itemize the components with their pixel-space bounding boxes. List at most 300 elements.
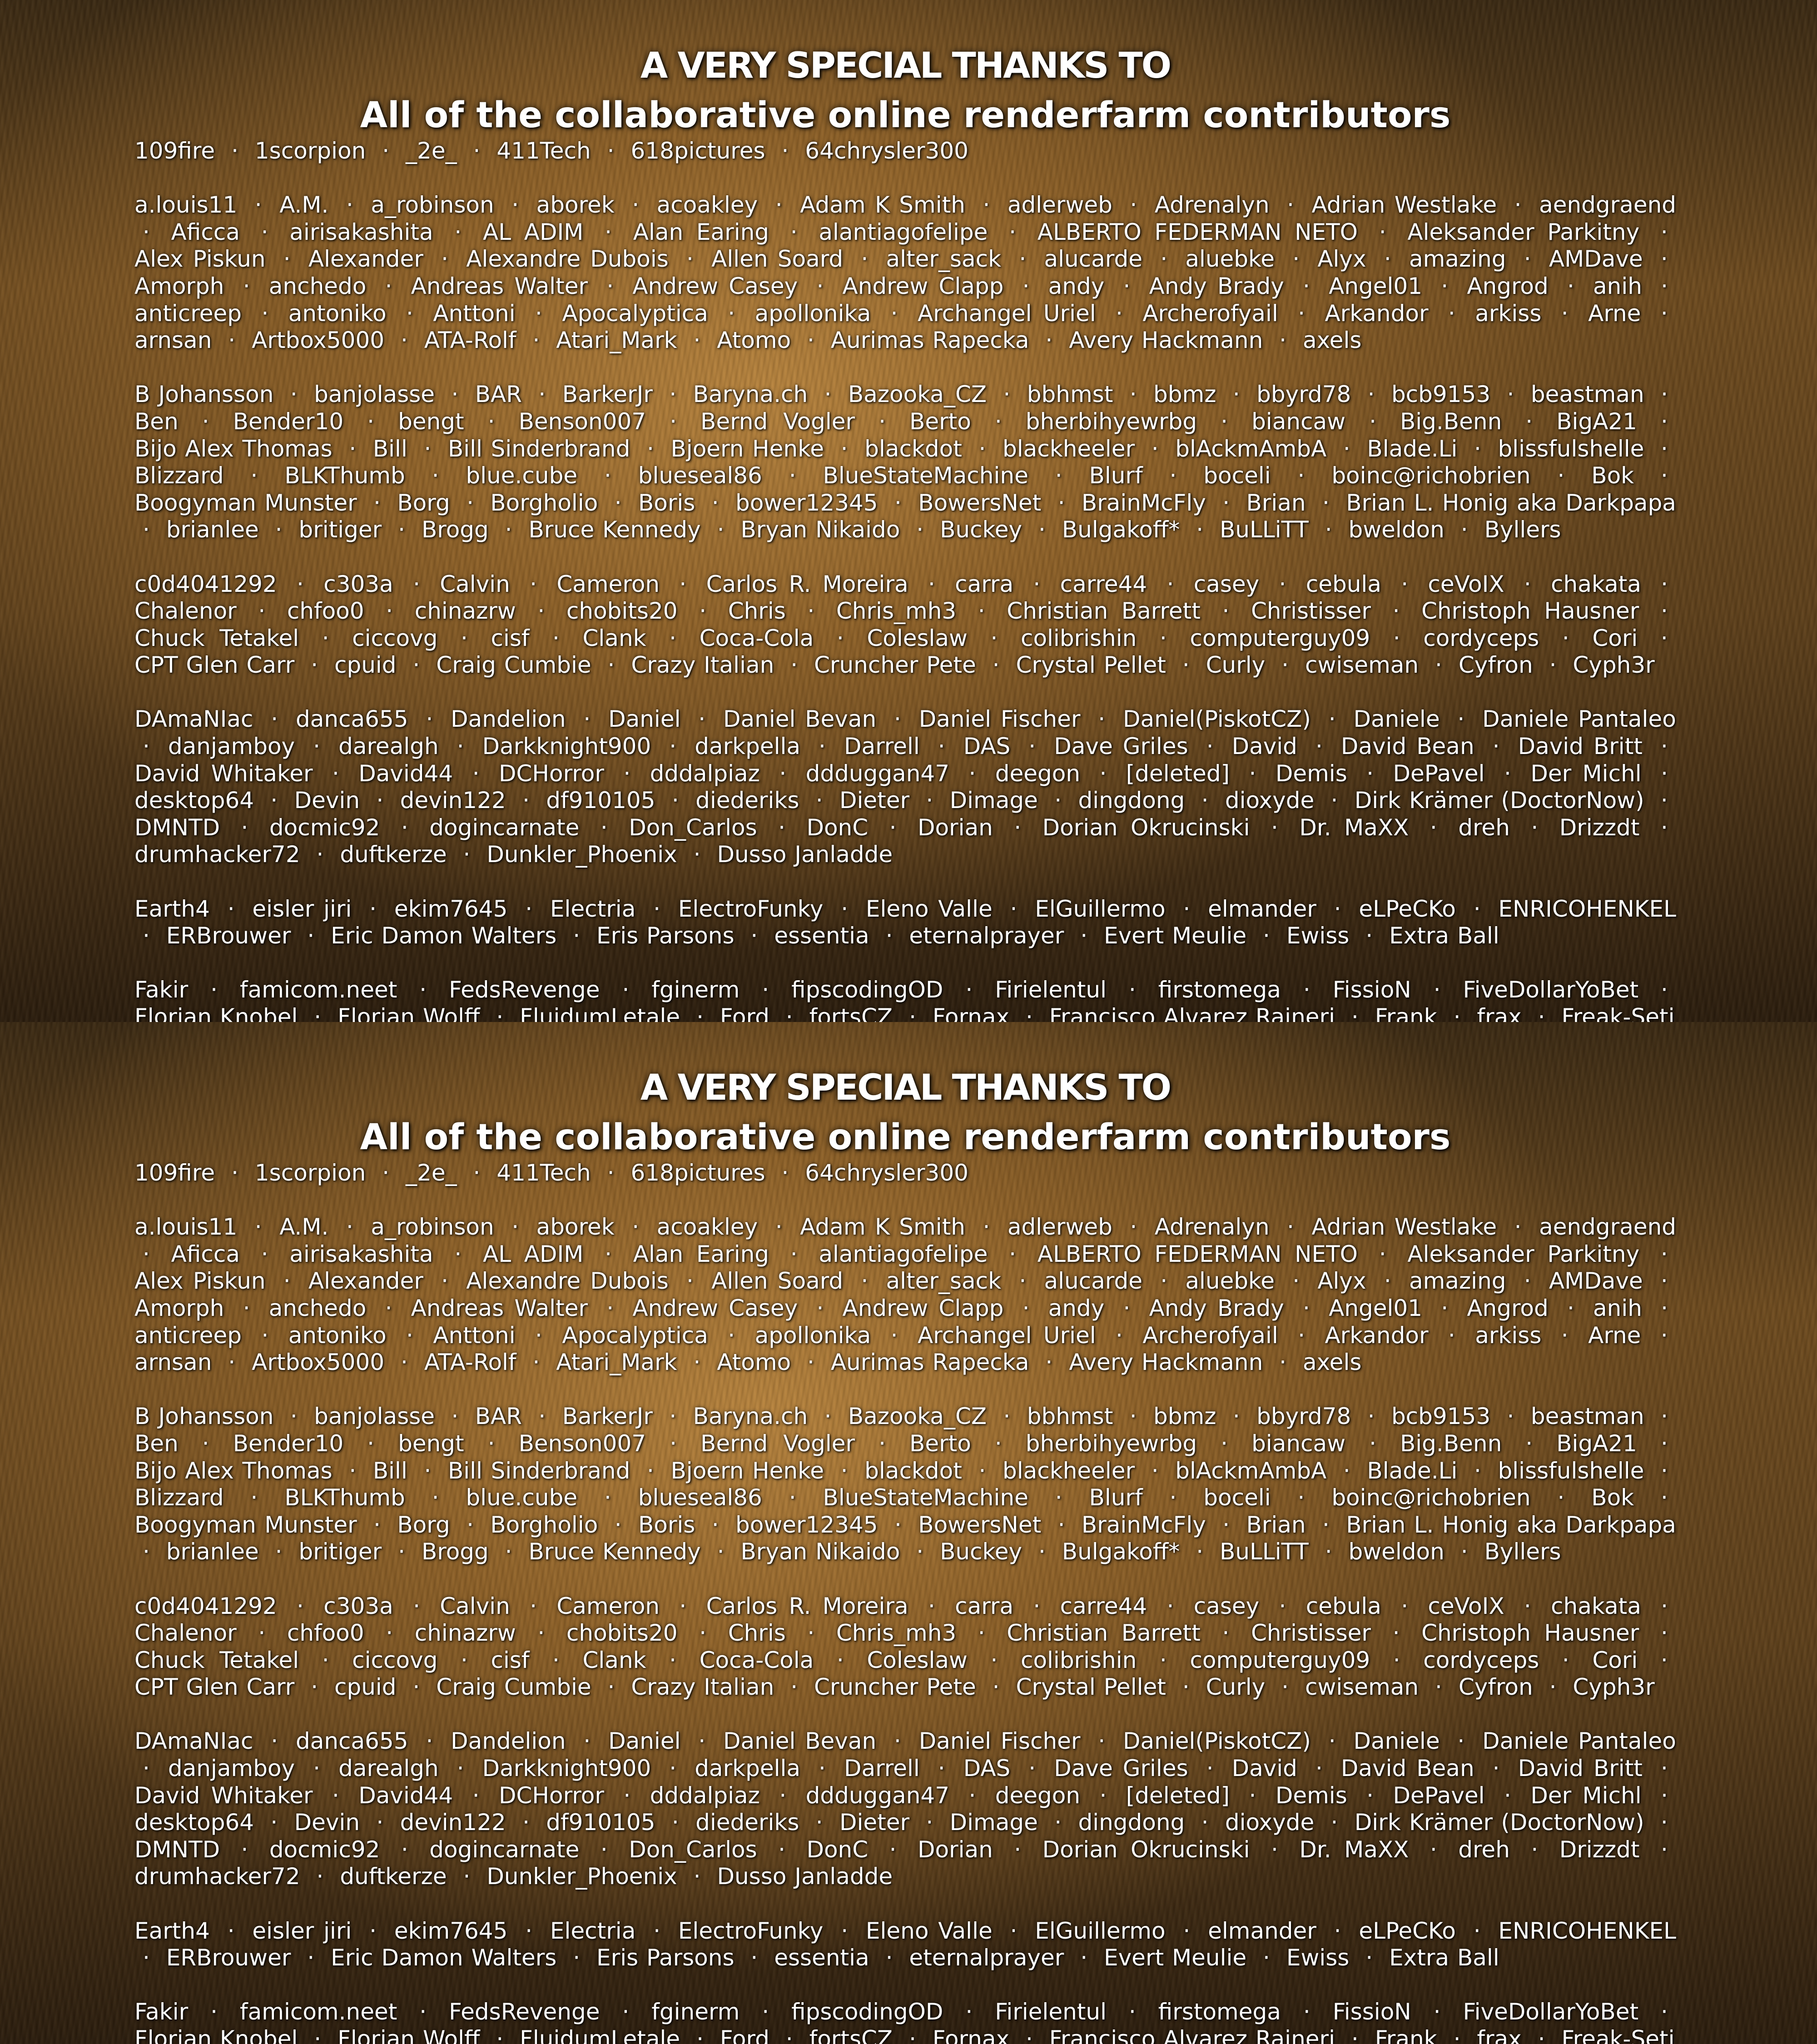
contributor-name: cisf	[491, 1647, 529, 1673]
contributor-name: FissioN	[1333, 1999, 1411, 2025]
name-separator: ·	[1523, 814, 1546, 841]
contributor-name: Cameron	[556, 1593, 660, 1619]
contributor-name: famicom.neet	[240, 977, 397, 1003]
contributor-name: Dirk Krämer (DoctorNow)	[1355, 787, 1644, 814]
contributor-name: Arkandor	[1325, 300, 1428, 327]
name-separator: ·	[374, 138, 397, 164]
contributor-name: Daniel Fischer	[919, 1728, 1081, 1754]
contributor-name: Fornax	[933, 2026, 1009, 2044]
contributor-name: Electria	[550, 896, 635, 922]
name-separator: ·	[883, 300, 906, 327]
name-separator: ·	[1326, 1918, 1350, 1944]
name-separator: ·	[497, 1538, 521, 1565]
contributor-name: fginerm	[651, 1999, 740, 2025]
contributor-name: Firielentul	[995, 1999, 1107, 2025]
contributor-name: darealgh	[338, 733, 439, 759]
contributor-name: Christian Barrett	[1007, 1620, 1201, 1646]
contributor-name: Coleslaw	[867, 625, 968, 651]
name-separator: ·	[527, 1322, 551, 1349]
name-separator: ·	[1091, 1782, 1115, 1809]
name-separator: ·	[1541, 652, 1565, 678]
name-separator: ·	[424, 462, 447, 489]
name-separator: ·	[1161, 462, 1185, 489]
name-separator: ·	[233, 1836, 257, 1863]
name-separator: ·	[1653, 1295, 1676, 1321]
contributor-name: FissioN	[1333, 977, 1411, 1003]
name-separator: ·	[480, 1430, 503, 1457]
contributor-name: acoakley	[657, 1214, 758, 1240]
name-separator: ·	[742, 923, 766, 949]
name-separator: ·	[690, 706, 714, 732]
name-separator: ·	[918, 787, 941, 814]
name-separator: ·	[878, 923, 901, 949]
contributor-name: dingdong	[1078, 1809, 1185, 1836]
name-separator: ·	[742, 1945, 766, 1971]
contributor-name: arnsan	[134, 1349, 212, 1375]
name-separator: ·	[1122, 1214, 1145, 1240]
name-separator: ·	[1323, 1809, 1346, 1836]
name-separator: ·	[1290, 1322, 1313, 1349]
name-separator: ·	[1653, 1647, 1676, 1673]
contributor-name: 109fire	[134, 138, 215, 164]
name-separator: ·	[1002, 896, 1026, 922]
contributor-name: ElGuillermo	[1035, 1918, 1165, 1944]
contributor-name: amazing	[1409, 246, 1506, 272]
contributor-name: _2e_	[406, 138, 457, 164]
name-separator: ·	[517, 896, 541, 922]
contributor-name: diederiks	[695, 1809, 799, 1836]
contributor-name: B Johansson	[134, 381, 273, 407]
name-separator: ·	[1516, 1268, 1539, 1294]
name-separator: ·	[1385, 625, 1409, 651]
contributor-name: Andreas Walter	[411, 1295, 588, 1321]
contributor-name: Eris Parsons	[596, 923, 734, 949]
contributor-name: cebula	[1306, 1593, 1381, 1619]
contributor-name: Frank	[1375, 1004, 1437, 1022]
name-separator: ·	[974, 1214, 998, 1240]
name-separator: ·	[361, 1918, 385, 1944]
name-separator: ·	[1343, 1004, 1367, 1022]
name-separator: ·	[1152, 246, 1176, 272]
name-separator: ·	[624, 1214, 647, 1240]
name-separator: ·	[1006, 1836, 1029, 1863]
contributor-name: Craig Cumbie	[436, 1674, 591, 1700]
name-separator: ·	[1115, 1295, 1139, 1321]
name-separator: ·	[918, 1809, 941, 1836]
name-separator: ·	[1212, 408, 1236, 435]
contributor-name: Buckey	[940, 1538, 1022, 1565]
contributor-name: colibrishin	[1021, 625, 1137, 651]
name-separator: ·	[417, 1728, 441, 1754]
name-separator: ·	[275, 1268, 299, 1294]
name-separator: ·	[1653, 1322, 1676, 1349]
contributor-name: elmander	[1208, 1918, 1316, 1944]
contributor-name: David	[1232, 733, 1297, 759]
name-separator: ·	[1037, 327, 1061, 353]
contributor-name: FedsRevenge	[449, 1999, 600, 2025]
contributor-name: Fornax	[933, 1004, 1009, 1022]
contributor-name: fortsCZ	[809, 2026, 893, 2044]
contributor-name: drumhacker72	[134, 841, 300, 868]
name-separator: ·	[810, 1755, 834, 1781]
name-separator: ·	[1188, 1538, 1211, 1565]
name-separator: ·	[398, 1322, 422, 1349]
contributor-name: fipscodingOD	[791, 1999, 943, 2025]
contributor-name: Eleno Valle	[866, 896, 993, 922]
name-separator: ·	[661, 625, 685, 651]
contributor-name: airisakashita	[289, 1241, 433, 1267]
contributor-name: Cyfron	[1459, 652, 1533, 678]
name-separator: ·	[678, 1268, 702, 1294]
name-separator: ·	[1541, 1674, 1565, 1700]
contributor-name: Daniel Bevan	[723, 706, 876, 732]
name-separator: ·	[1323, 787, 1346, 814]
name-separator: ·	[359, 408, 382, 435]
contributor-name: DAmaNIac	[134, 706, 253, 732]
contributor-name: cpuid	[334, 652, 397, 678]
contributor-name: bbhmst	[1027, 1403, 1113, 1429]
name-separator: ·	[833, 1918, 856, 1944]
contributor-name: Atari_Mark	[556, 327, 677, 353]
name-separator: ·	[886, 1512, 910, 1538]
contributor-name: blueseal86	[638, 1484, 762, 1511]
name-separator: ·	[1357, 1945, 1381, 1971]
name-separator: ·	[377, 273, 401, 299]
contributor-name: blAckmAmbA	[1175, 436, 1326, 462]
contributor-name: Eric Damon Walters	[331, 923, 556, 949]
name-separator: ·	[1326, 896, 1350, 922]
name-separator: ·	[1530, 1004, 1554, 1022]
contributor-name: _2e_	[406, 1160, 457, 1186]
credits-subheading: All of the collaborative online renderfarm contributors	[134, 89, 1676, 142]
contributor-name: danjamboy	[168, 1755, 295, 1781]
name-separator: ·	[1161, 1484, 1185, 1511]
name-separator: ·	[1271, 327, 1295, 353]
contributor-name: DAS	[963, 733, 1011, 759]
name-separator: ·	[219, 896, 243, 922]
contributor-name: boceli	[1203, 462, 1271, 489]
name-separator: ·	[987, 408, 1010, 435]
name-separator: ·	[754, 977, 777, 1003]
contributor-name: Christisser	[1251, 1620, 1371, 1646]
contributor-name: apollonika	[755, 300, 871, 327]
name-separator: ·	[202, 977, 226, 1003]
name-separator: ·	[878, 1945, 901, 1971]
name-separator: ·	[464, 1782, 488, 1809]
contributor-name: blackdot	[864, 436, 962, 462]
contributor-name: Darrell	[844, 1755, 920, 1781]
contributor-name: bbyrd78	[1256, 381, 1351, 407]
name-separator: ·	[596, 462, 620, 489]
contributor-name: Extra Ball	[1389, 1945, 1499, 1971]
contributor-name: David Bean	[1341, 1755, 1474, 1781]
contributor-name: cwiseman	[1305, 1674, 1419, 1700]
contributor-name: AL ADIM	[483, 1241, 583, 1267]
contributor-name: essentia	[774, 923, 869, 949]
contributor-name: ATA-Rolf	[424, 327, 516, 353]
name-separator: ·	[1011, 246, 1034, 272]
contributor-name: Angel01	[1329, 1295, 1422, 1321]
name-separator: ·	[1143, 436, 1167, 462]
name-separator: ·	[392, 1349, 416, 1375]
name-separator: ·	[1653, 246, 1676, 272]
contributor-name: anih	[1593, 273, 1642, 299]
contributor-name: DonC	[806, 1836, 868, 1863]
name-separator: ·	[767, 1214, 791, 1240]
contributor-name: Bazooka_CZ	[848, 1403, 987, 1429]
contributor-name: antoniko	[288, 1322, 387, 1349]
name-separator: ·	[306, 1004, 329, 1022]
contributor-name: c0d4041292	[134, 571, 277, 597]
name-separator: ·	[449, 1755, 472, 1781]
contributor-name: Daniel(PiskotCZ)	[1123, 1728, 1311, 1754]
name-separator: ·	[134, 1538, 158, 1565]
name-separator: ·	[1653, 1484, 1676, 1511]
name-separator: ·	[1393, 571, 1416, 597]
name-separator: ·	[1653, 1268, 1676, 1294]
contributor-name: adlerweb	[1008, 192, 1112, 218]
name-separator: ·	[365, 1512, 389, 1538]
contributor-name: alucarde	[1044, 1268, 1142, 1294]
contributor-name: Bryan Nikaido	[740, 516, 900, 543]
name-separator: ·	[443, 381, 467, 407]
name-separator: ·	[1653, 1782, 1676, 1809]
name-separator: ·	[374, 1160, 397, 1186]
contributor-name: darealgh	[338, 1755, 439, 1781]
name-separator: ·	[247, 1214, 270, 1240]
contributor-name: Dorian Okrucinski	[1043, 814, 1250, 841]
contributor-name: casey	[1194, 1593, 1260, 1619]
contributor-name: Craig Cumbie	[436, 652, 591, 678]
contributor-name: darkpella	[695, 1755, 800, 1781]
contributor-name: blissfulshelle	[1498, 1458, 1644, 1484]
contributor-name: aluebke	[1185, 246, 1275, 272]
name-separator: ·	[341, 436, 364, 462]
name-separator: ·	[1046, 1809, 1070, 1836]
contributor-name: ekim7645	[394, 896, 508, 922]
contributor-name: Demis	[1276, 1782, 1347, 1809]
contributor-name: David44	[358, 1782, 453, 1809]
contributor-name: fipscodingOD	[791, 977, 943, 1003]
contributor-name: BLKThumb	[284, 1484, 405, 1511]
name-separator: ·	[1072, 923, 1096, 949]
contributor-name: aendgraend	[1539, 192, 1676, 218]
name-separator: ·	[524, 1349, 548, 1375]
name-separator: ·	[575, 1728, 599, 1754]
contributor-name: ddduggan47	[806, 760, 949, 787]
name-separator: ·	[995, 1403, 1019, 1429]
name-separator: ·	[1554, 625, 1578, 651]
contributor-name: dogincarnate	[429, 1836, 579, 1863]
name-separator: ·	[987, 1430, 1010, 1457]
contributor-name: Alexandre Dubois	[466, 246, 669, 272]
name-separator: ·	[606, 1512, 630, 1538]
contributor-name: carre44	[1060, 1593, 1147, 1619]
contributor-name: Bill	[373, 1458, 407, 1484]
name-separator: ·	[404, 652, 428, 678]
contributor-name: Adrian Westlake	[1311, 1214, 1497, 1240]
name-separator: ·	[1214, 1512, 1238, 1538]
name-separator: ·	[455, 841, 479, 868]
name-separator: ·	[488, 1004, 511, 1022]
contributor-name: casey	[1194, 571, 1260, 597]
name-separator: ·	[1152, 625, 1175, 651]
contributor-name: Firielentul	[995, 977, 1107, 1003]
contributor-name: Blurf	[1089, 1484, 1143, 1511]
contributor-name: alucarde	[1044, 246, 1142, 272]
contributor-name: BLKThumb	[284, 462, 405, 489]
name-separator: ·	[778, 1004, 801, 1022]
name-separator: ·	[514, 787, 538, 814]
name-separator: ·	[704, 1512, 727, 1538]
name-separator: ·	[1523, 1836, 1546, 1863]
name-separator: ·	[1271, 571, 1295, 597]
name-separator: ·	[645, 1918, 669, 1944]
contributor-name: axels	[1303, 1349, 1361, 1375]
contributor-name: a.louis11	[134, 1214, 237, 1240]
name-separator: ·	[233, 814, 257, 841]
contributor-name: Don_Carlos	[629, 1836, 757, 1863]
credits-subheading: All of the collaborative online renderfarm contributors	[134, 1111, 1676, 1164]
contributor-name: Dandelion	[451, 1728, 566, 1754]
contributor-name: Byllers	[1484, 516, 1561, 543]
contributor-name: alantiagofelipe	[819, 219, 988, 245]
name-separator: ·	[524, 327, 548, 353]
name-separator: ·	[853, 246, 876, 272]
contributor-name: chakata	[1551, 1593, 1641, 1619]
contributor-name: dioxyde	[1225, 1809, 1314, 1836]
name-separator: ·	[930, 733, 953, 759]
contributor-name: anih	[1593, 1295, 1642, 1321]
contributor-name: Freak-Seti	[1561, 1004, 1674, 1022]
contributor-name: britiger	[298, 1538, 382, 1565]
contributor-name: duftkerze	[340, 841, 447, 868]
contributor-name: Drizzdt	[1559, 1836, 1640, 1863]
contributor-name: FluidumLetale	[520, 2026, 680, 2044]
contributor-name: c303a	[323, 1593, 393, 1619]
name-separator: ·	[1496, 760, 1519, 787]
contributor-name: britiger	[298, 516, 382, 543]
contributor-name: Brogg	[422, 516, 489, 543]
name-separator: ·	[1376, 1268, 1400, 1294]
contributor-name: bbyrd78	[1256, 1403, 1351, 1429]
name-separator: ·	[767, 192, 791, 218]
contributor-name: apollonika	[755, 1322, 871, 1349]
name-separator: ·	[754, 1999, 777, 2025]
contributor-name: BrainMcFly	[1082, 1512, 1206, 1538]
name-separator: ·	[1393, 1593, 1416, 1619]
name-separator: ·	[404, 1674, 428, 1700]
name-separator: ·	[1499, 381, 1523, 407]
contributor-name: alter_sack	[886, 1268, 1002, 1294]
contributor-name: Byllers	[1484, 1538, 1561, 1565]
contributor-name: beastman	[1531, 1403, 1644, 1429]
name-separator: ·	[782, 1241, 806, 1267]
name-separator: ·	[1295, 273, 1318, 299]
contributor-name: Dave Griles	[1054, 1755, 1188, 1781]
name-separator: ·	[134, 1755, 158, 1781]
contributor-name: Ewiss	[1286, 923, 1349, 949]
contributor-name: Dr. MaXX	[1299, 814, 1409, 841]
name-separator: ·	[1255, 923, 1278, 949]
name-separator: ·	[247, 192, 270, 218]
name-separator: ·	[960, 760, 984, 787]
contributor-name: Bijo Alex Thomas	[134, 1458, 333, 1484]
contributor-name: frax	[1477, 1004, 1521, 1022]
name-separator: ·	[514, 1809, 538, 1836]
contributor-name: bcb9153	[1391, 381, 1490, 407]
contributor-name: Blizzard	[134, 462, 224, 489]
name-separator: ·	[223, 138, 247, 164]
credits-heading: A VERY SPECIAL THANKS TO	[134, 43, 1676, 89]
name-separator: ·	[778, 2026, 801, 2044]
name-separator: ·	[782, 652, 806, 678]
contributor-name: eisler jiri	[252, 896, 352, 922]
name-separator: ·	[1343, 2026, 1367, 2044]
name-separator: ·	[443, 1403, 467, 1429]
name-separator: ·	[1653, 462, 1676, 489]
name-separator: ·	[324, 1782, 348, 1809]
contributor-name: Devin	[294, 1809, 360, 1836]
contributor-name: Archerofyail	[1142, 300, 1278, 327]
name-separator: ·	[1553, 1322, 1577, 1349]
contributor-name: blackheeler	[1003, 1458, 1135, 1484]
contributor-name: dingdong	[1078, 787, 1185, 814]
contributor-name: Avery Hackmann	[1069, 1349, 1263, 1375]
name-separator: ·	[424, 1484, 447, 1511]
contributor-name: Dimage	[950, 1809, 1038, 1836]
name-separator: ·	[957, 1999, 981, 2025]
contributor-name: boinc@richobrien	[1331, 462, 1530, 489]
contributor-name: AMDave	[1549, 1268, 1643, 1294]
name-separator: ·	[368, 1809, 392, 1836]
name-separator: ·	[598, 273, 622, 299]
name-separator: ·	[449, 733, 472, 759]
name-separator: ·	[446, 219, 470, 245]
name-separator: ·	[243, 1484, 266, 1511]
contributor-name: 618pictures	[630, 1160, 765, 1186]
name-separator: ·	[267, 516, 291, 543]
name-separator: ·	[303, 652, 326, 678]
contributor-name: Daniel	[608, 1728, 680, 1754]
contributor-name: Daniel	[608, 706, 680, 732]
name-separator: ·	[497, 516, 521, 543]
name-separator: ·	[1440, 300, 1464, 327]
name-separator: ·	[1653, 1809, 1676, 1836]
contributor-name: Dorian Okrucinski	[1043, 1836, 1250, 1863]
contributor-name: chinazrw	[415, 598, 516, 624]
contributor-name: Fakir	[134, 1999, 188, 2025]
contributor-name: Crazy Italian	[631, 1674, 774, 1700]
name-separator: ·	[250, 598, 273, 624]
contributor-name: Aurimas Rapecka	[831, 1349, 1029, 1375]
contributor-name: Borgholio	[490, 1512, 598, 1538]
name-separator: ·	[288, 571, 312, 597]
name-separator: ·	[275, 246, 299, 272]
name-separator: ·	[1653, 598, 1676, 624]
name-separator: ·	[458, 1512, 482, 1538]
name-separator: ·	[1290, 1484, 1313, 1511]
contributor-name: cpuid	[334, 1674, 397, 1700]
name-separator: ·	[1360, 381, 1383, 407]
contributor-name: Don_Carlos	[629, 814, 757, 841]
name-separator: ·	[661, 408, 685, 435]
contributor-name: BowersNet	[918, 490, 1041, 516]
name-separator: ·	[596, 1484, 620, 1511]
contributor-name: df910105	[546, 787, 655, 814]
name-separator: ·	[1115, 273, 1139, 299]
contributor-name: cordyceps	[1423, 625, 1539, 651]
